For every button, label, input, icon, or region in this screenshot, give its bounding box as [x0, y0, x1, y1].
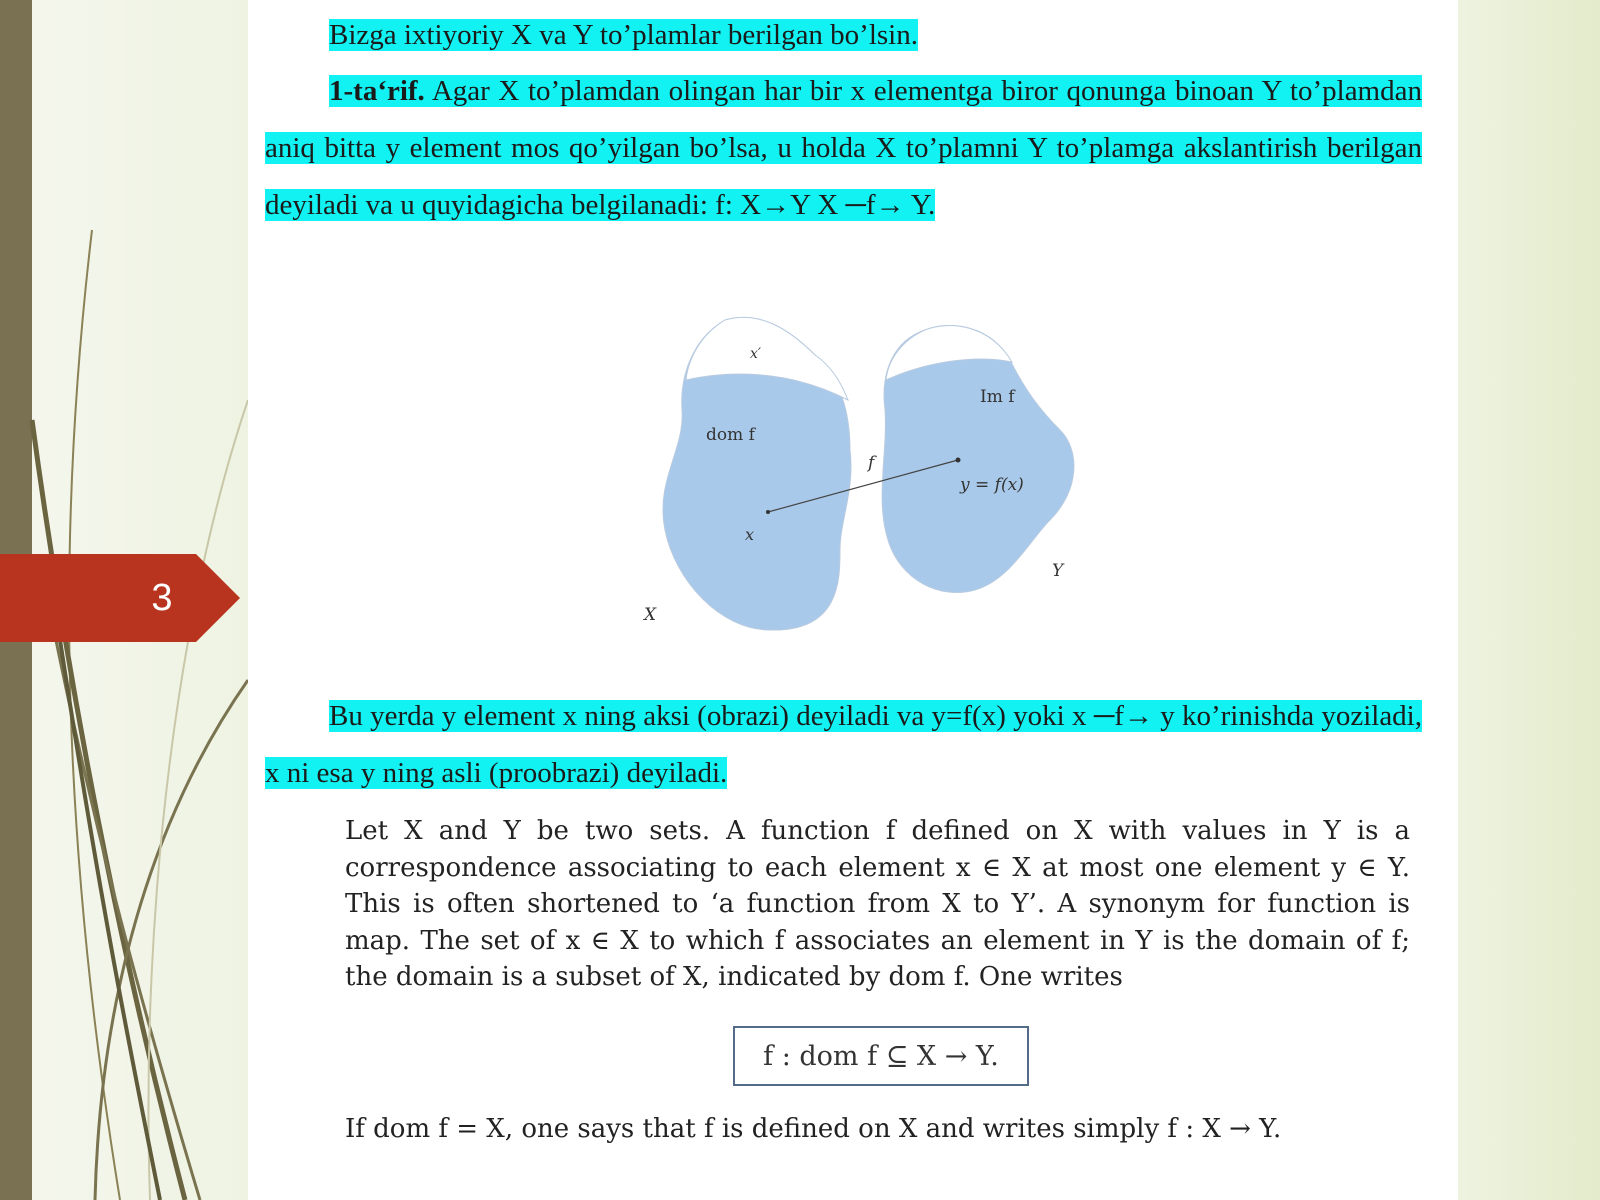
english-note: If dom f = X, one says that f is defined on X and writes simply f : X → Y. [345, 1114, 1282, 1144]
label-dom-f: dom f [706, 425, 755, 445]
paragraph-definition [265, 63, 1422, 234]
paragraph-intro [265, 7, 1486, 64]
label-x-prime: x′ [750, 346, 762, 362]
label-f: f [868, 453, 875, 473]
intro-text: Bizga ixtiyoriy X va Y to’plamlar berilgan bo’lsin. [329, 19, 918, 51]
badge-arrow-shape [0, 554, 240, 642]
label-x: x [745, 525, 755, 544]
right-decor-panel [1458, 0, 1600, 1200]
definition-label: 1-ta‘rif. [329, 75, 425, 107]
formula: f : dom f ⊆ X → Y. [763, 1040, 999, 1072]
english-definition: Let X and Y be two sets. A function f defined on X with values in Y is a correspondence associating to each element x ∈ X at most one element y ∈ Y. This is often shortened to ‘a function from X to Y’. A synonym for function is map. The set of x ∈ X to which f associates an element in Y is the domain of f; the domain is a subset of X, indicated by dom f. One writes [345, 816, 1410, 992]
label-im-f: Im f [980, 387, 1015, 407]
paragraph-image-preimage [265, 688, 1422, 802]
point-x [766, 510, 770, 514]
definition-text: Agar X to’plamdan olingan har bir x elementga biror qonunga binoan Y to’plamdan aniq bitta y element mos qo’yilgan bo’lsa, u holda X to’plamni Y to’plamga akslantirish berilgan deyiladi va u quyidagicha belgilanadi: f: X→Y X ─f→ Y. [265, 75, 1422, 221]
function-diagram [640, 300, 1120, 660]
slide-number: 3 [151, 576, 173, 619]
formula-box [733, 1026, 1029, 1086]
slide-number-badge [0, 554, 240, 642]
label-set-y: Y [1052, 561, 1064, 581]
label-set-x: X [644, 605, 657, 625]
label-y-equals-fx: y = f(x) [960, 475, 1024, 495]
image-preimage-text: Bu yerda y element x ning aksi (obrazi) deyiladi va y=f(x) yoki x ─f→ y ko’rinishda yoziladi, x ni esa y ning asli (proobrazi) deyiladi. [265, 700, 1422, 789]
point-y [956, 458, 961, 463]
